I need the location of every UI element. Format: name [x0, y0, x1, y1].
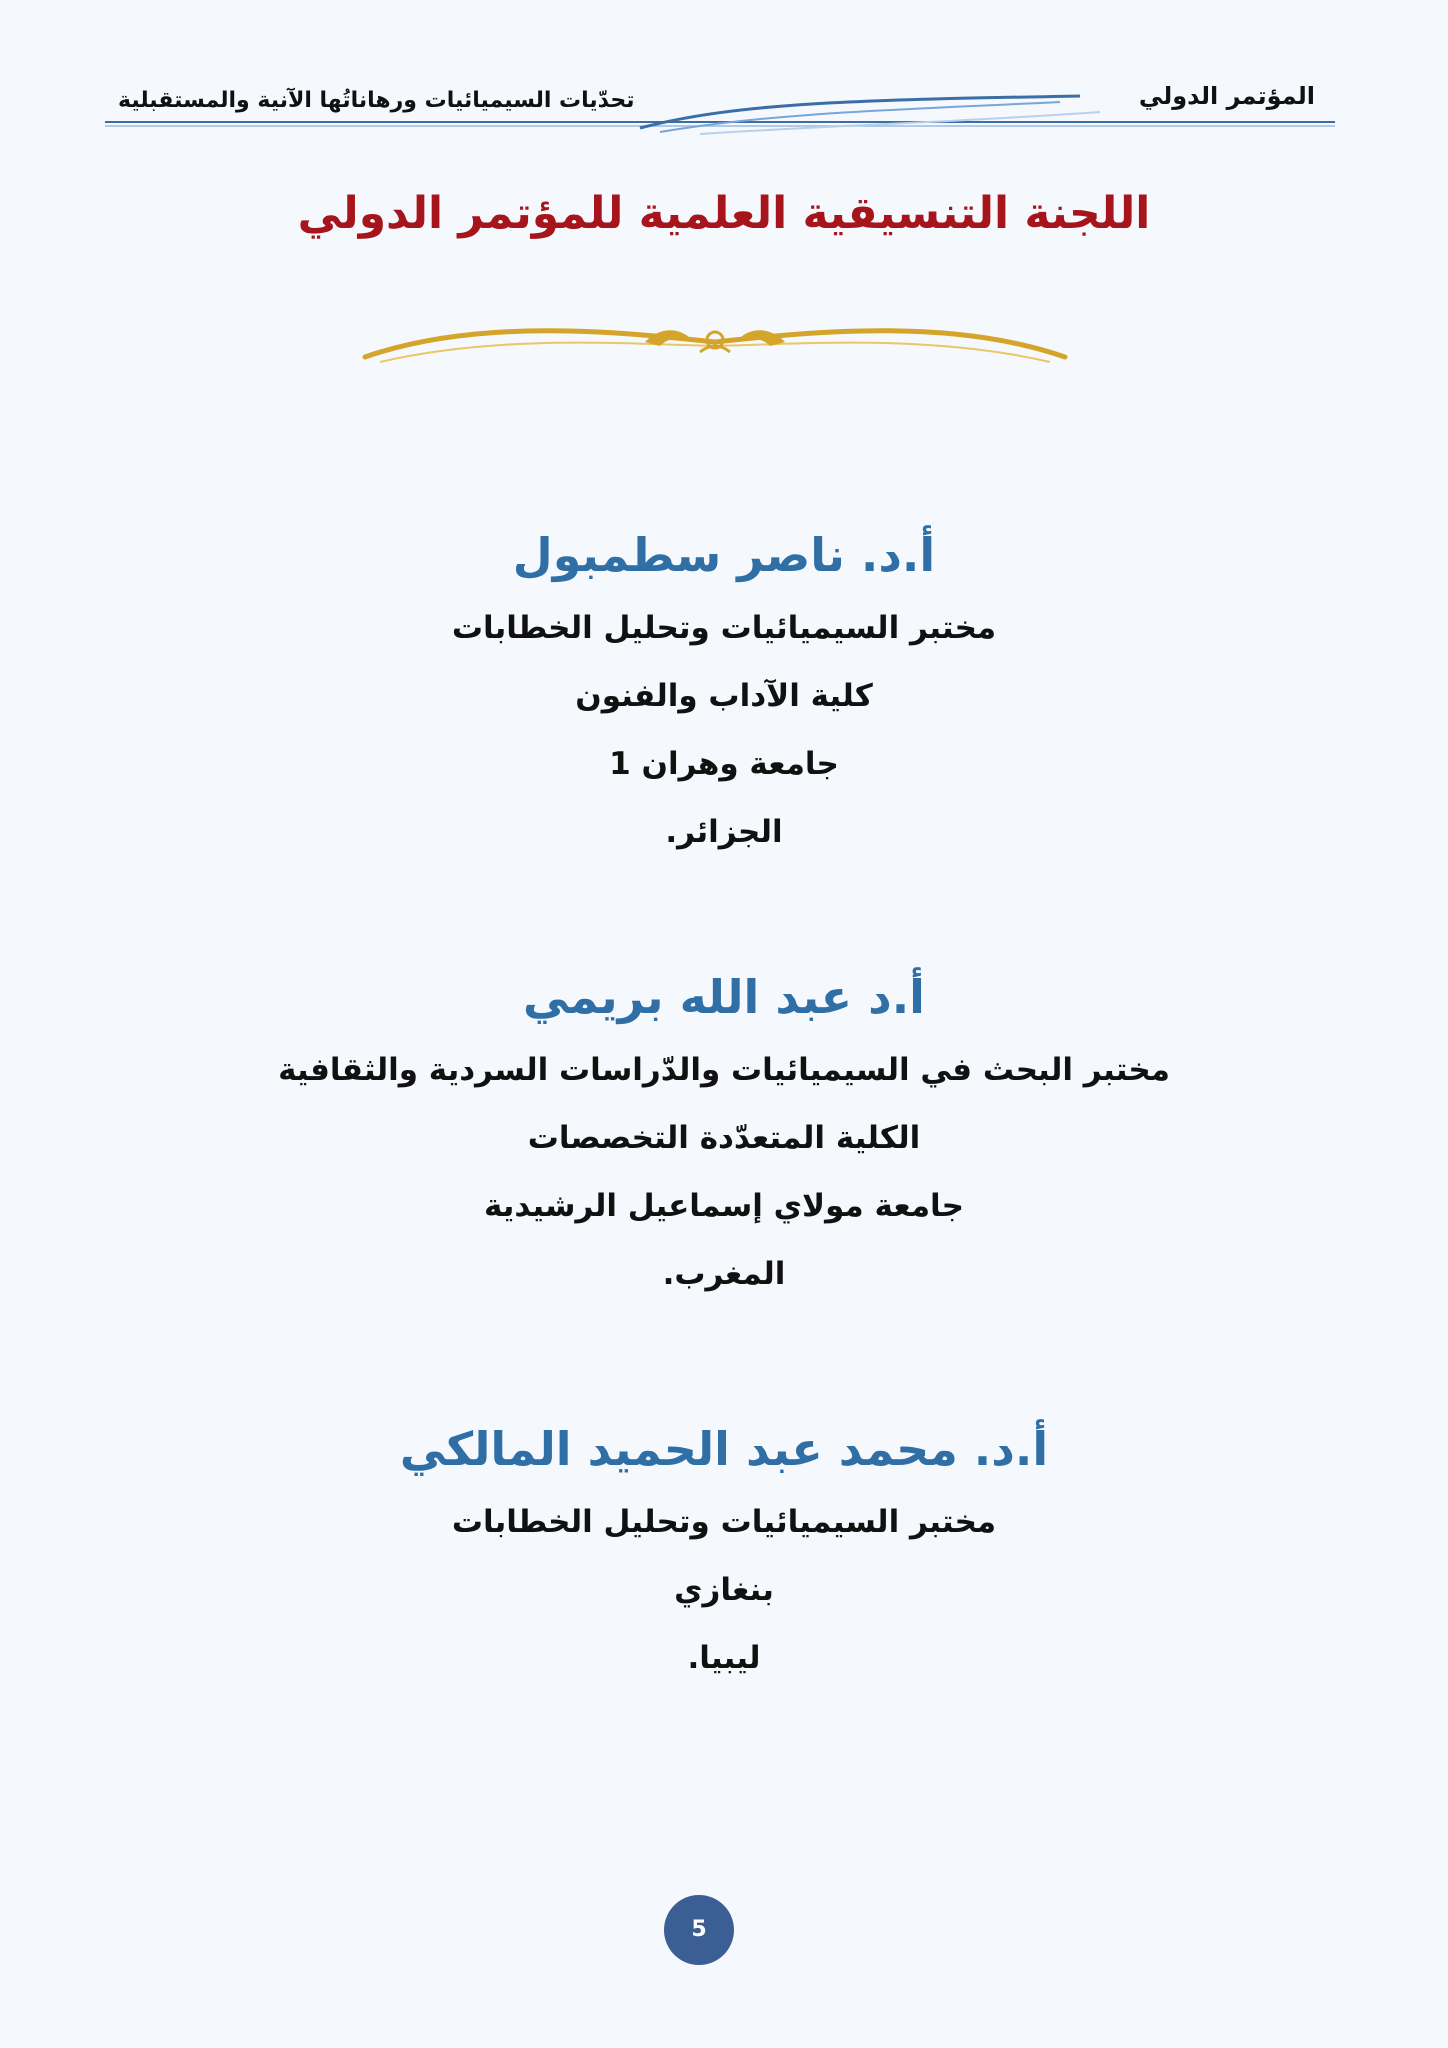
member-affiliation-line: المغرب.	[662, 1256, 786, 1292]
member-name: أ.د. محمد عبد الحميد المالكي	[399, 1422, 1049, 1476]
member-affiliation-line: الكلية المتعدّدة التخصصات	[527, 1120, 921, 1156]
member-affiliation-line: ليبيا.	[687, 1640, 761, 1676]
page-number-badge: 5	[664, 1895, 734, 1965]
divider-ornament-icon	[360, 312, 1070, 372]
page-title: اللجنة التنسيقية العلمية للمؤتمر الدولي	[297, 188, 1151, 239]
header-wave-decoration	[100, 92, 1340, 142]
member-affiliation-line: كلية الآداب والفنون	[575, 678, 873, 714]
member-affiliation-line: مختبر البحث في السيميائيات والدّراسات السردية والثقافية	[278, 1052, 1170, 1088]
member-name: أ.د. ناصر سطمبول	[512, 528, 936, 582]
member-entry	[224, 520, 1224, 866]
member-affiliation-line: جامعة مولاي إسماعيل الرشيدية	[483, 1188, 965, 1224]
member-affiliation-line: بنغازي	[674, 1572, 774, 1608]
member-entry	[224, 1414, 1224, 1692]
member-affiliation-line: الجزائر.	[665, 814, 783, 850]
member-entry	[224, 962, 1224, 1308]
header-theme-label: تحدّيات السيميائيات ورهاناتُها الآنية والمستقبلية	[118, 88, 635, 113]
member-affiliation-line: مختبر السيميائيات وتحليل الخطابات	[451, 610, 997, 646]
header-conference-label: المؤتمر الدولي	[1138, 82, 1315, 110]
member-affiliation-line: جامعة وهران 1	[609, 746, 839, 782]
member-name: أ.د عبد الله بريمي	[523, 970, 925, 1024]
member-affiliation-line: مختبر السيميائيات وتحليل الخطابات	[451, 1504, 997, 1540]
